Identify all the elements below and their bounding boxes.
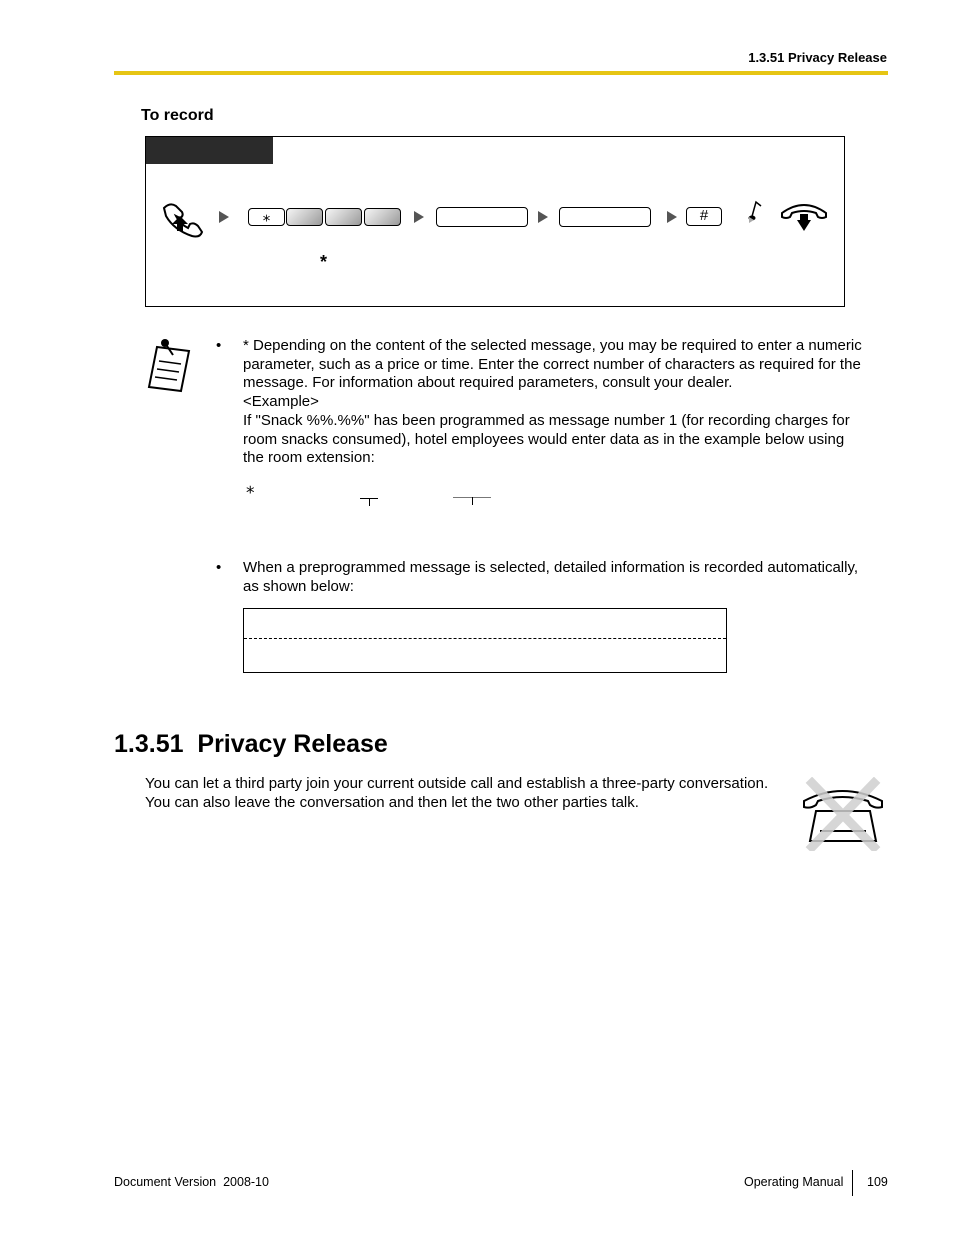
record-table [243, 608, 727, 673]
note-line: * Depending on the content of the selected message, you may be required to enter a numeric [243, 337, 862, 354]
header-rule [114, 71, 888, 75]
note-line: If "Snack %%.%%" has been programmed as message number 1 (for recording charges for [243, 411, 850, 429]
example-bracket-tick [369, 498, 370, 506]
bullet: • [216, 559, 222, 576]
document-version: Document Version 2008-10 [114, 1175, 269, 1189]
footnote-asterisk: * [320, 252, 328, 272]
notes-icon [145, 337, 195, 395]
digit-key [325, 208, 362, 226]
crossed-telephone-icon [798, 777, 888, 851]
hash-key [686, 207, 722, 226]
note-line: as shown below: [243, 577, 354, 595]
digit-key [286, 208, 323, 226]
procedure-tab [146, 137, 273, 164]
hash-key-label: # [699, 207, 709, 224]
message-number-field [436, 207, 528, 227]
note-line: parameter, such as a price or time. Enter the correct number of characters as required for the [243, 355, 861, 373]
note-line: the room extension: [243, 449, 375, 467]
running-header: 1.3.51 Privacy Release [748, 50, 887, 65]
confirmation-tone-icon [748, 198, 764, 224]
on-hook-icon [780, 201, 828, 233]
digit-key [364, 208, 401, 226]
manual-name: Operating Manual [744, 1175, 844, 1189]
note-line: room snacks consumed), hotel employees would enter data as in the example below using [243, 430, 845, 448]
procedure-subheading: To record [141, 107, 214, 124]
note-line: <Example> [243, 393, 319, 411]
bullet: • [216, 337, 222, 354]
note-line: When a preprogrammed message is selected, detailed information is recorded automatically, [243, 559, 859, 576]
step-arrow [538, 211, 548, 223]
intro-line: You can let a third party join your current outside call and establish a three-party conversation. [145, 775, 769, 792]
note-line: message. For information about required parameters, consult your dealer. [243, 374, 733, 392]
footer-divider [852, 1170, 853, 1196]
note-2 [243, 559, 888, 596]
page-number: 109 [867, 1175, 888, 1189]
step-arrow [414, 211, 424, 223]
intro-line: You can also leave the conversation and then let the two other parties talk. [145, 793, 639, 811]
step-arrow [219, 211, 229, 223]
table-divider [244, 638, 726, 639]
example-bracket-tick [472, 497, 473, 505]
star-key-label: ⁎ [262, 208, 271, 225]
parameter-field [559, 207, 651, 227]
note-1 [243, 337, 888, 468]
off-hook-icon [160, 200, 206, 240]
star-key [248, 208, 285, 226]
example-star: ⁎ [246, 478, 255, 497]
section-heading: 1.3.51 Privacy Release [114, 730, 388, 758]
step-arrow [667, 211, 677, 223]
section-intro [145, 775, 795, 812]
